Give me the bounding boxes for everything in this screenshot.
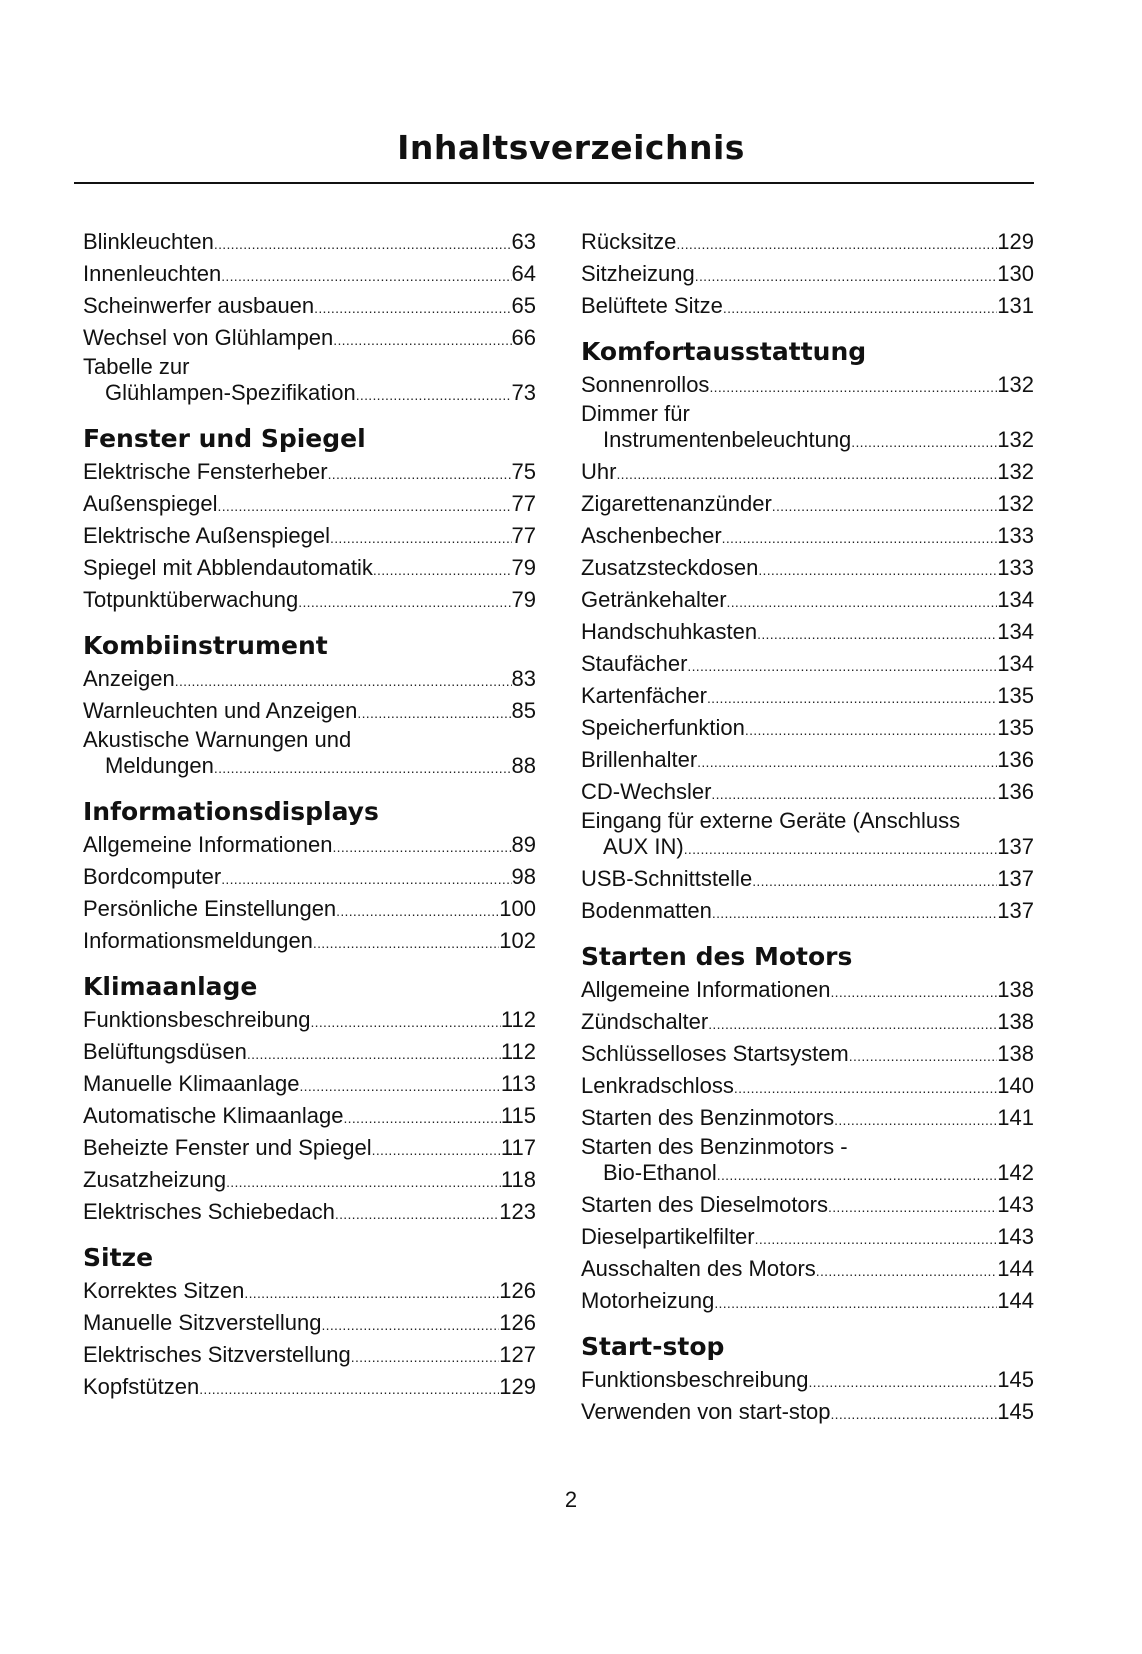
page-number: 2: [564, 1487, 578, 1512]
toc-entry-label: Bodenmatten: [581, 898, 712, 923]
dot-leader: [752, 864, 997, 896]
toc-entry-label: Starten des Dieselmotors: [581, 1192, 828, 1217]
dot-leader: [321, 1308, 499, 1340]
toc-entry[interactable]: [581, 864, 1034, 896]
toc-entry-label: Funktionsbeschreibung: [83, 1007, 311, 1032]
dot-leader: [727, 585, 998, 617]
toc-entry[interactable]: [581, 1103, 1034, 1135]
toc-entry-page: 118: [500, 1167, 536, 1192]
toc-entry-page: 133: [997, 523, 1034, 548]
toc-entry-page: 137: [997, 898, 1034, 923]
toc-entry-label: Kartenfächer: [581, 683, 707, 708]
toc-entry-label: Manuelle Sitzverstellung: [83, 1310, 322, 1335]
toc-entry-label: CD-Wechsler: [581, 779, 712, 804]
toc-entry-page: 134: [997, 651, 1034, 676]
toc-entry-label: Instrumentenbeleuchtung: [603, 427, 852, 452]
section-heading-informationsdisplays: Informationsdisplays: [83, 797, 379, 826]
toc-entry-label: Belüftete Sitze: [581, 293, 723, 318]
toc-entry-label: Bio-Ethanol: [603, 1160, 717, 1185]
toc-entry[interactable]: [581, 681, 1034, 713]
dot-leader: [298, 585, 511, 617]
toc-entry[interactable]: [581, 777, 1034, 809]
dot-leader: [834, 1103, 997, 1135]
section-heading-sitze: Sitze: [83, 1243, 154, 1272]
toc-entry-label: Informationsmeldungen: [83, 928, 313, 953]
toc-entry[interactable]: [83, 1308, 536, 1340]
toc-entry[interactable]: [83, 926, 536, 958]
dot-leader: [314, 291, 511, 323]
section-heading-start-stop: Start-stop: [581, 1332, 725, 1361]
dot-leader: [199, 1372, 499, 1404]
dot-leader: [221, 259, 511, 291]
toc-entry-label: Verwenden von start-stop: [581, 1399, 831, 1424]
toc-entry-page: 136: [997, 779, 1034, 804]
toc-entry[interactable]: [83, 830, 536, 862]
dot-leader: [734, 1071, 997, 1103]
toc-entry-page: 129: [499, 1374, 536, 1399]
dot-leader: [214, 227, 512, 259]
toc-entry[interactable]: [581, 1254, 1034, 1286]
toc-entry-label: Speicherfunktion: [581, 715, 745, 740]
toc-entry-page: 98: [511, 864, 536, 889]
dot-leader: [372, 1133, 501, 1165]
toc-entry[interactable]: [83, 553, 536, 585]
toc-entry-page: 133: [997, 555, 1034, 580]
toc-entry-label-first-line: Eingang für externe Geräte (Anschluss: [581, 808, 961, 833]
toc-entry-label: Allgemeine Informationen: [581, 977, 831, 1002]
toc-entry-label: Starten des Benzinmotors: [581, 1105, 835, 1130]
toc-entry-page: 129: [997, 229, 1034, 254]
toc-entry-page: 113: [500, 1071, 536, 1096]
toc-entry-label: Beheizte Fenster und Spiegel: [83, 1135, 372, 1160]
toc-entry-page: 112: [500, 1007, 536, 1032]
dot-leader: [214, 751, 512, 783]
section-heading-komfortausstattung: Komfortausstattung: [581, 337, 867, 366]
toc-entry[interactable]: [581, 489, 1034, 521]
toc-entry-label: Handschuhkasten: [581, 619, 758, 644]
toc-entry-page: 100: [499, 896, 536, 921]
toc-entry[interactable]: [581, 1397, 1034, 1429]
toc-entry-label: Zündschalter: [581, 1009, 709, 1034]
dot-leader: [695, 259, 998, 291]
dot-leader: [343, 1101, 500, 1133]
dot-leader: [221, 862, 511, 894]
toc-entry[interactable]: [83, 291, 536, 323]
toc-entry[interactable]: [83, 323, 536, 355]
dot-leader: [758, 553, 997, 585]
toc-entry-label: Belüftungsdüsen: [83, 1039, 247, 1064]
section-heading-klimaanlage: Klimaanlage: [83, 972, 258, 1001]
toc-entry[interactable]: [581, 1365, 1034, 1397]
dot-leader: [697, 745, 997, 777]
toc-entry[interactable]: [83, 1276, 536, 1308]
toc-right-column: [581, 227, 1034, 1429]
toc-entry[interactable]: [83, 1037, 536, 1069]
toc-entry[interactable]: [581, 1286, 1034, 1318]
toc-entry-page: 131: [997, 293, 1034, 318]
dot-leader: [707, 681, 997, 713]
toc-entry-page: 89: [511, 832, 536, 857]
toc-entry-label: Zusatzheizung: [83, 1167, 227, 1192]
dot-leader: [723, 291, 997, 323]
dot-leader: [333, 323, 511, 355]
toc-entry[interactable]: [83, 227, 536, 259]
toc-entry-label: Elektrisches Schiebedach: [83, 1199, 335, 1224]
toc-entry-label-first-line: Tabelle zur: [83, 354, 190, 379]
toc-entry-label: Anzeigen: [83, 666, 175, 691]
toc-entry-page: 143: [997, 1192, 1034, 1217]
toc-entry[interactable]: [83, 696, 536, 728]
toc-entry[interactable]: [83, 457, 536, 489]
toc-entry-page: 137: [997, 834, 1034, 859]
toc-entry-page: 79: [511, 587, 536, 612]
toc-entry-page: 132: [997, 427, 1034, 452]
toc-entry-page: 75: [511, 459, 536, 484]
toc-entry-label: Rücksitze: [581, 229, 677, 254]
toc-entry-label: Motorheizung: [581, 1288, 715, 1313]
toc-entry-page: 132: [997, 459, 1034, 484]
toc-entry-page: 138: [997, 1009, 1034, 1034]
dot-leader: [757, 617, 997, 649]
toc-entry[interactable]: [83, 894, 536, 926]
toc-entry[interactable]: [581, 617, 1034, 649]
toc-entry[interactable]: [83, 585, 536, 617]
toc-entry-label: Wechsel von Glühlampen: [83, 325, 334, 350]
toc-entry[interactable]: [581, 291, 1034, 323]
title-divider: [74, 182, 1034, 184]
toc-entry[interactable]: [83, 862, 536, 894]
dot-leader: [357, 696, 511, 728]
dot-leader: [244, 1276, 499, 1308]
dot-leader: [851, 425, 997, 457]
toc-entry-label: Funktionsbeschreibung: [581, 1367, 809, 1392]
toc-entry[interactable]: [83, 1197, 536, 1229]
dot-leader: [351, 1340, 500, 1372]
toc-entry-label: Lenkradschloss: [581, 1073, 734, 1098]
toc-entry-page: 115: [500, 1103, 536, 1128]
toc-entry-page: 138: [997, 1041, 1034, 1066]
dot-leader: [772, 489, 997, 521]
toc-entry[interactable]: [581, 896, 1034, 928]
toc-entry-page: 77: [511, 523, 536, 548]
toc-entry[interactable]: [581, 809, 1034, 864]
toc-entry-label: Allgemeine Informationen: [83, 832, 333, 857]
toc-entry-page: 134: [997, 619, 1034, 644]
toc-entry[interactable]: [83, 489, 536, 521]
dot-leader: [299, 1069, 500, 1101]
toc-entry-page: 126: [499, 1278, 536, 1303]
dot-leader: [745, 713, 997, 745]
toc-entry-page: 134: [997, 587, 1034, 612]
toc-entry-page: 102: [499, 928, 536, 953]
toc-entry[interactable]: [83, 664, 536, 696]
toc-entry-page: 64: [511, 261, 536, 286]
page-title: Inhaltsverzeichnis: [397, 128, 745, 167]
dot-leader: [330, 521, 511, 553]
toc-entry-label: Elektrische Fensterheber: [83, 459, 328, 484]
toc-entry-page: 77: [511, 491, 536, 516]
toc-entry-label: Elektrisches Sitzverstellung: [83, 1342, 351, 1367]
toc-entry[interactable]: [581, 975, 1034, 1007]
toc-entry[interactable]: [83, 1372, 536, 1404]
toc-entry-label: AUX IN): [603, 834, 684, 859]
toc-entry-page: 132: [997, 491, 1034, 516]
toc-entry-page: 135: [997, 683, 1034, 708]
toc-entry[interactable]: [581, 713, 1034, 745]
toc-entry[interactable]: [581, 649, 1034, 681]
dot-leader: [828, 1190, 997, 1222]
toc-entry-page: 144: [997, 1256, 1034, 1281]
toc-entry-label: Uhr: [581, 459, 617, 484]
toc-entry-label: Sonnenrollos: [581, 372, 710, 397]
toc-entry-label: Innenleuchten: [83, 261, 222, 286]
dot-leader: [711, 777, 997, 809]
toc-entry-label: Staufächer: [581, 651, 688, 676]
toc-entry-label-first-line: Akustische Warnungen und: [83, 727, 352, 752]
toc-entry[interactable]: [83, 259, 536, 291]
dot-leader: [218, 489, 512, 521]
toc-entry[interactable]: [83, 1165, 536, 1197]
toc-entry[interactable]: [581, 457, 1034, 489]
dot-leader: [717, 1158, 998, 1190]
toc-entry[interactable]: [581, 402, 1034, 457]
dot-leader: [676, 227, 997, 259]
toc-entry-page: 140: [997, 1073, 1034, 1098]
toc-entry-page: 63: [511, 229, 536, 254]
section-heading-starten-des-motors: Starten des Motors: [581, 942, 853, 971]
toc-entry-label: Getränkehalter: [581, 587, 727, 612]
dot-leader: [712, 896, 997, 928]
toc-entry-label: Zigarettenanzünder: [581, 491, 772, 516]
toc-entry-label: Spiegel mit Abblendautomatik: [83, 555, 373, 580]
dot-leader: [714, 1286, 997, 1318]
dot-leader: [830, 1397, 997, 1429]
toc-entry[interactable]: [581, 1039, 1034, 1071]
toc-entry[interactable]: [581, 370, 1034, 402]
dot-leader: [247, 1037, 501, 1069]
toc-entry[interactable]: [83, 1340, 536, 1372]
dot-leader: [722, 521, 998, 553]
toc-entry[interactable]: [581, 745, 1034, 777]
toc-entry-page: 126: [499, 1310, 536, 1335]
toc-entry-label-first-line: Dimmer für: [581, 401, 690, 426]
dot-leader: [816, 1254, 998, 1286]
toc-entry-page: 88: [511, 753, 536, 778]
toc-entry-label: Zusatzsteckdosen: [581, 555, 759, 580]
toc-entry[interactable]: [83, 1005, 536, 1037]
toc-entry-label: Blinkleuchten: [83, 229, 214, 254]
toc-entry-label: USB-Schnittstelle: [581, 866, 753, 891]
toc-entry-page: 135: [997, 715, 1034, 740]
toc-entry[interactable]: [83, 1069, 536, 1101]
toc-entry-label: Bordcomputer: [83, 864, 222, 889]
toc-entry-label: Korrektes Sitzen: [83, 1278, 245, 1303]
dot-leader: [684, 832, 998, 864]
toc-entry-label: Ausschalten des Motors: [581, 1256, 816, 1281]
dot-leader: [808, 1365, 997, 1397]
toc-entry-page: 145: [997, 1367, 1034, 1392]
toc-entry-label-first-line: Starten des Benzinmotors -: [581, 1134, 848, 1159]
toc-entry-page: 137: [997, 866, 1034, 891]
toc-entry[interactable]: [581, 1071, 1034, 1103]
dot-leader: [336, 894, 499, 926]
toc-entry-label: Dieselpartikelfilter: [581, 1224, 755, 1249]
toc-entry-page: 127: [499, 1342, 536, 1367]
toc-entry-page: 117: [500, 1135, 536, 1160]
toc-entry-label: Sitzheizung: [581, 261, 695, 286]
dot-leader: [373, 553, 512, 585]
toc-entry-page: 130: [997, 261, 1034, 286]
toc-entry-label: Außenspiegel: [83, 491, 218, 516]
toc-entry-label: Totpunktüberwachung: [83, 587, 299, 612]
toc-entry[interactable]: [83, 355, 536, 410]
toc-entry[interactable]: [581, 1190, 1034, 1222]
toc-entry-page: 112: [500, 1039, 536, 1064]
toc-entry-page: 66: [511, 325, 536, 350]
toc-entry[interactable]: [581, 1135, 1034, 1190]
toc-entry-label: Meldungen: [105, 753, 214, 778]
toc-entry-label: Glühlampen-Spezifikation: [105, 380, 356, 405]
toc-entry-page: 132: [997, 372, 1034, 397]
toc-entry-page: 144: [997, 1288, 1034, 1313]
toc-entry-page: 136: [997, 747, 1034, 772]
toc-entry-label: Elektrische Außenspiegel: [83, 523, 331, 548]
dot-leader: [709, 370, 997, 402]
toc-entry[interactable]: [581, 521, 1034, 553]
toc-entry[interactable]: [581, 227, 1034, 259]
dot-leader: [616, 457, 997, 489]
dot-leader: [356, 378, 512, 410]
toc-entry-label: Automatische Klimaanlage: [83, 1103, 344, 1128]
toc-entry[interactable]: [83, 521, 536, 553]
toc-entry-label: Manuelle Klimaanlage: [83, 1071, 300, 1096]
toc-entry-page: 138: [997, 977, 1034, 1002]
toc-entry-page: 145: [997, 1399, 1034, 1424]
dot-leader: [687, 649, 997, 681]
dot-leader: [830, 975, 997, 1007]
toc-entry[interactable]: [581, 1007, 1034, 1039]
section-heading-fenster-und-spiegel: Fenster und Spiegel: [83, 424, 366, 453]
toc-entry-page: 73: [511, 380, 536, 405]
toc-entry-label: Warnleuchten und Anzeigen: [83, 698, 358, 723]
toc-entry-label: Aschenbecher: [581, 523, 722, 548]
toc-entry-page: 143: [997, 1224, 1034, 1249]
toc-left-column: [83, 227, 536, 1404]
toc-entry[interactable]: [581, 1222, 1034, 1254]
toc-entry[interactable]: [83, 728, 536, 783]
dot-leader: [226, 1165, 501, 1197]
toc-entry-page: 141: [997, 1105, 1034, 1130]
toc-entry-page: 142: [997, 1160, 1034, 1185]
toc-entry-label: Kopfstützen: [83, 1374, 200, 1399]
dot-leader: [335, 1197, 499, 1229]
dot-leader: [313, 926, 499, 958]
section-heading-kombiinstrument: Kombiinstrument: [83, 631, 328, 660]
dot-leader: [328, 457, 512, 489]
dot-leader: [310, 1005, 500, 1037]
toc-entry-label: Brillenhalter: [581, 747, 698, 772]
toc-entry-label: Schlüsselloses Startsystem: [581, 1041, 849, 1066]
dot-leader: [708, 1007, 997, 1039]
toc-entry[interactable]: [581, 553, 1034, 585]
toc-entry[interactable]: [83, 1133, 536, 1165]
toc-entry-page: 65: [511, 293, 536, 318]
dot-leader: [332, 830, 511, 862]
dot-leader: [755, 1222, 998, 1254]
toc-entry-label: Scheinwerfer ausbauen: [83, 293, 315, 318]
toc-entry-page: 83: [511, 666, 536, 691]
toc-entry[interactable]: [581, 585, 1034, 617]
toc-entry-label: Persönliche Einstellungen: [83, 896, 337, 921]
dot-leader: [175, 664, 512, 696]
toc-entry[interactable]: [83, 1101, 536, 1133]
toc-entry-page: 85: [511, 698, 536, 723]
toc-entry-page: 123: [499, 1199, 536, 1224]
dot-leader: [849, 1039, 998, 1071]
toc-entry[interactable]: [581, 259, 1034, 291]
toc-entry-page: 79: [511, 555, 536, 580]
